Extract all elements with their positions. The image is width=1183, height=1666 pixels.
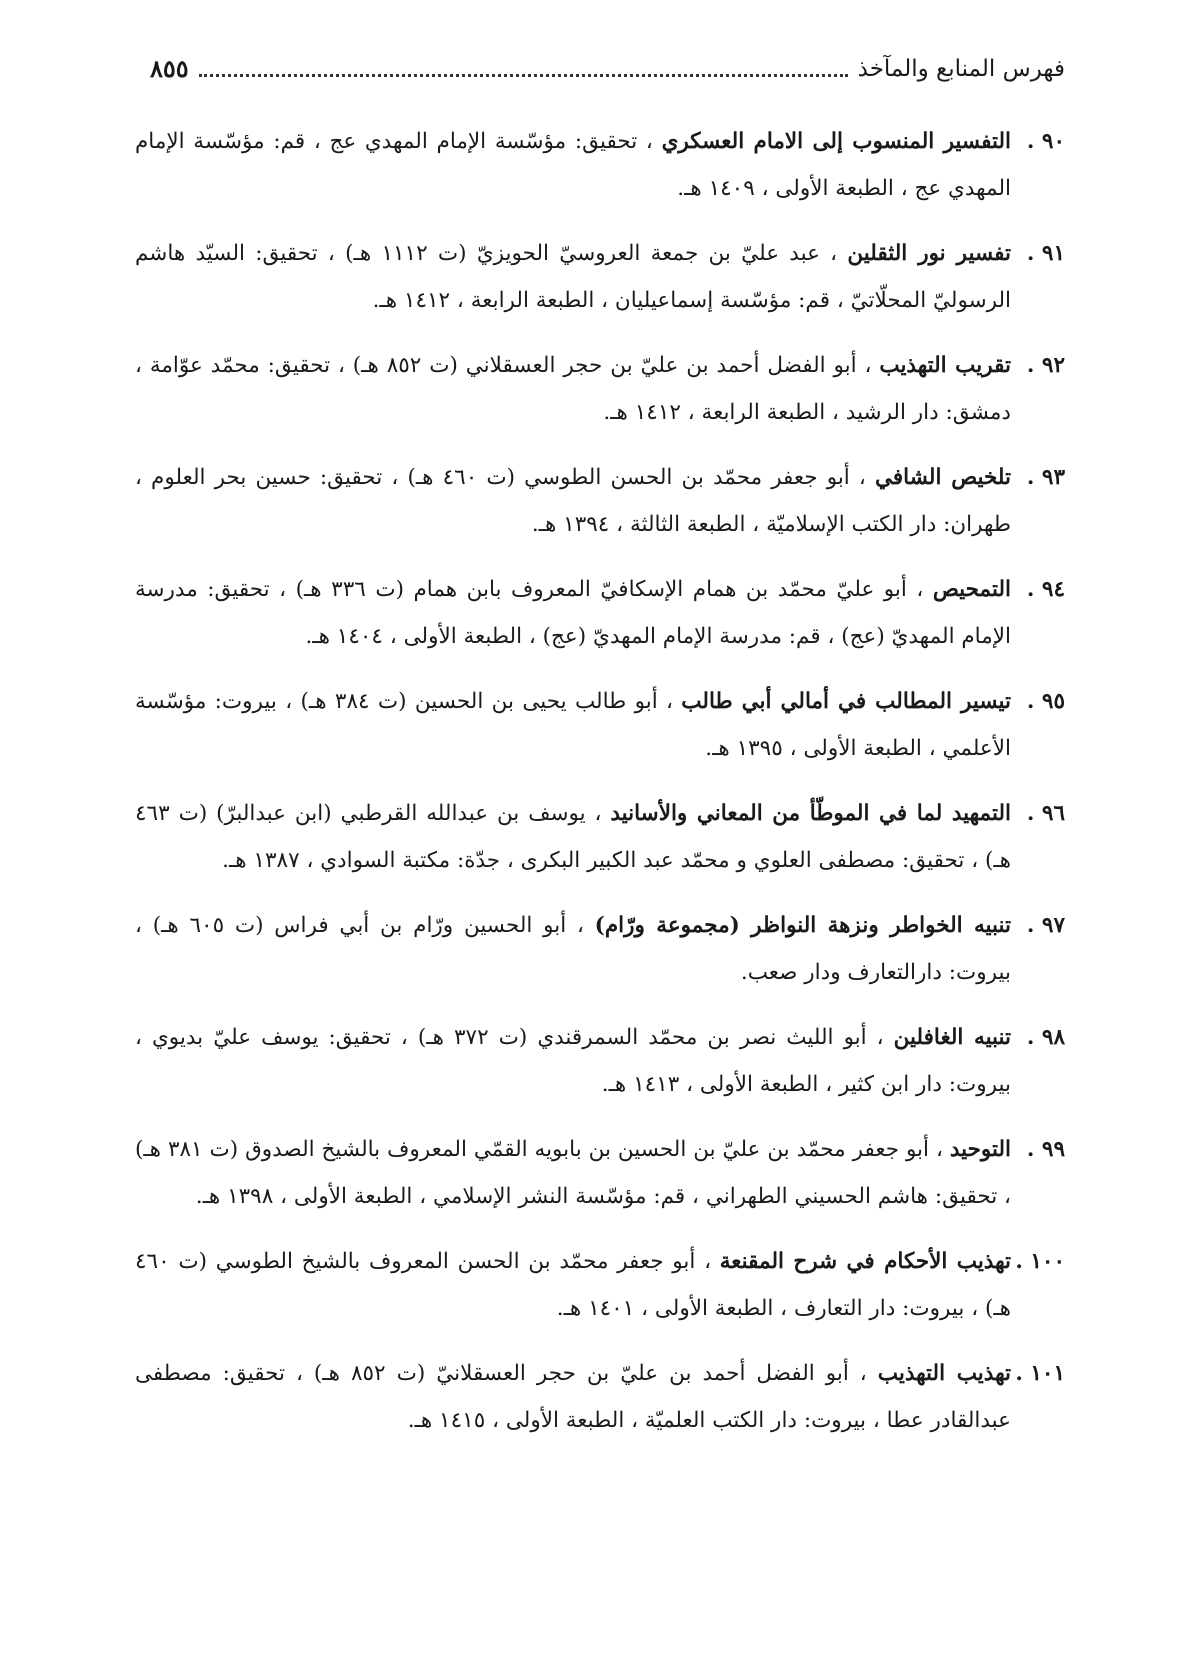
entry-title: التمهيد لما في الموطّأ من المعاني والأسانيد xyxy=(610,801,1011,826)
bibliography-entry xyxy=(135,678,1065,772)
entry-text xyxy=(135,1014,1011,1108)
entry-number: ٩٩ . xyxy=(1026,1137,1065,1162)
entry-number: ٩٠ . xyxy=(1026,129,1065,154)
entry-number: ٩٤ . xyxy=(1026,577,1065,602)
entry-number: ٩٧ . xyxy=(1026,913,1065,938)
bibliography-entry xyxy=(135,902,1065,996)
entry-details: ، أبو الفضل أحمد بن عليّ بن حجر العسقلانيّ (ت ٨٥٢ هـ) ، تحقيق: مصطفى عبدالقادر عطا ، بيروت: دار الكتب العلميّة ، الطبعة الأولى ، ١٤١٥ هـ. xyxy=(135,1361,1011,1433)
bibliography-entry xyxy=(135,566,1065,660)
entry-title: تقريب التهذيب xyxy=(879,353,1011,378)
entry-title: تيسير المطالب في أمالي أبي طالب xyxy=(681,689,1011,714)
entry-number: ١٠٠ . xyxy=(1015,1249,1065,1274)
bibliography-entry xyxy=(135,1126,1065,1220)
entry-details: ، أبو الحسين ورّام بن أبي فراس (ت ٦٠٥ هـ) ، بيروت: دارالتعارف ودار صعب. xyxy=(135,913,1011,985)
entry-title: التفسير المنسوب إلى الامام العسكري xyxy=(661,129,1011,154)
entry-text xyxy=(135,790,1011,884)
entry-title: تفسير نور الثقلين xyxy=(847,241,1011,266)
entry-details: ، تحقيق: مؤسّسة الإمام المهدي عج ، قم: مؤسّسة الإمام المهدي عج ، الطبعة الأولى ، ١٤٠٩ هـ. xyxy=(135,129,1011,201)
page-number: ٨٥٥ xyxy=(150,54,189,83)
entry-details: ، أبو الليث نصر بن محمّد السمرقندي (ت ٣٧٢ هـ) ، تحقيق: يوسف عليّ بديوي ، بيروت: دار ابن كثير ، الطبعة الأولى ، ١٤١٣ هـ. xyxy=(135,1025,1011,1097)
entry-number: ٩٦ . xyxy=(1026,801,1065,826)
header-title: فهرس المنابع والمآخذ xyxy=(857,56,1065,82)
bibliography-list xyxy=(135,118,1065,1462)
entry-details: ، يوسف بن عبدالله القرطبي (ابن عبدالبرّ) (ت ٤٦٣ هـ) ، تحقيق: مصطفى العلوي و محمّد عبد الكبير البكرى ، جدّة: مكتبة السوادي ، ١٣٨٧ هـ. xyxy=(135,801,1011,873)
entry-text xyxy=(135,1126,1011,1220)
entry-details: ، أبو جعفر محمّد بن الحسن المعروف بالشيخ الطوسي (ت ٤٦٠ هـ) ، بيروت: دار التعارف ، الطبعة الأولى ، ١٤٠١ هـ. xyxy=(135,1249,1011,1321)
entry-title: التوحيد xyxy=(949,1137,1012,1162)
header-dot-leader xyxy=(199,74,848,77)
entry-title: التمحيص xyxy=(932,577,1011,602)
entry-details: ، أبو عليّ محمّد بن همام الإسكافيّ المعروف بابن همام (ت ٣٣٦ هـ) ، تحقيق: مدرسة الإمام المهديّ (عج) ، قم: مدرسة الإمام المهديّ (عج) ، الطبعة الأولى ، ١٤٠٤ هـ. xyxy=(135,577,1011,649)
entry-number: ٩١ . xyxy=(1026,241,1065,266)
entry-number: ١٠١ . xyxy=(1015,1361,1065,1386)
entry-text xyxy=(135,118,1011,212)
entry-number: ٩٣ . xyxy=(1026,465,1065,490)
entry-number: ٩٥ . xyxy=(1026,689,1065,714)
bibliography-entry xyxy=(135,230,1065,324)
entry-details: ، أبو جعفر محمّد بن عليّ بن الحسين بن بابويه القمّي المعروف بالشيخ الصدوق (ت ٣٨١ هـ) ، تحقيق: هاشم الحسيني الطهراني ، قم: مؤسّسة النشر الإسلامي ، الطبعة الأولى ، ١٣٩٨ هـ. xyxy=(135,1137,1011,1209)
entry-text xyxy=(135,454,1011,548)
bibliography-entry xyxy=(135,342,1065,436)
entry-details: ، أبو الفضل أحمد بن عليّ بن حجر العسقلاني (ت ٨٥٢ هـ) ، تحقيق: محمّد عوّامة ، دمشق: دار الرشيد ، الطبعة الرابعة ، ١٤١٢ هـ. xyxy=(135,353,1011,425)
entry-title: تهذيب الأحكام في شرح المقنعة xyxy=(719,1249,1011,1274)
entry-title: تنبيه الغافلين xyxy=(893,1025,1012,1050)
entry-text xyxy=(135,342,1011,436)
bibliography-entry xyxy=(135,790,1065,884)
running-header xyxy=(150,40,1065,84)
entry-text xyxy=(135,230,1011,324)
bibliography-entry xyxy=(135,1238,1065,1332)
entry-details: ، أبو طالب يحيى بن الحسين (ت ٣٨٤ هـ) ، بيروت: مؤسّسة الأعلمي ، الطبعة الأولى ، ١٣٩٥ هـ. xyxy=(135,689,1011,761)
bibliography-entry xyxy=(135,1014,1065,1108)
bibliography-entry xyxy=(135,1350,1065,1444)
entry-text xyxy=(135,1350,1011,1444)
entry-details: ، أبو جعفر محمّد بن الحسن الطوسي (ت ٤٦٠ هـ) ، تحقيق: حسين بحر العلوم ، طهران: دار الكتب الإسلاميّة ، الطبعة الثالثة ، ١٣٩٤ هـ. xyxy=(135,465,1011,537)
bibliography-entry xyxy=(135,454,1065,548)
entry-title: تهذيب التهذيب xyxy=(877,1361,1011,1386)
entry-text xyxy=(135,566,1011,660)
entry-number: ٩٢ . xyxy=(1026,353,1065,378)
entry-text xyxy=(135,1238,1011,1332)
entry-title: تنبيه الخواطر ونزهة النواظر (مجموعة ورّام) xyxy=(594,913,1011,938)
entry-text xyxy=(135,678,1011,772)
entry-text xyxy=(135,902,1011,996)
entry-details: ، عبد عليّ بن جمعة العروسيّ الحويزيّ (ت ١١١٢ هـ) ، تحقيق: السيّد هاشم الرسوليّ المحلّاتيّ ، قم: مؤسّسة إسماعيليان ، الطبعة الرابعة ، ١٤١٢ هـ. xyxy=(135,241,1011,313)
entry-number: ٩٨ . xyxy=(1026,1025,1065,1050)
entry-title: تلخيص الشافي xyxy=(874,465,1011,490)
bibliography-entry xyxy=(135,118,1065,212)
